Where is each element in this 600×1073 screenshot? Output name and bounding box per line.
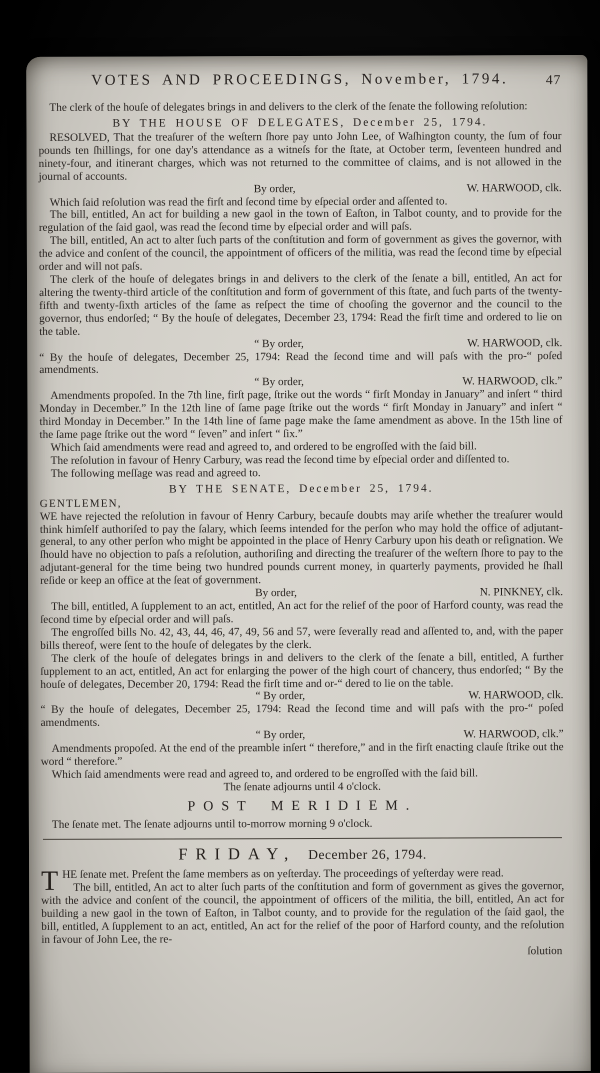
- paragraph: RESOLVED, That the treaſurer of the weſtern ſhore pay unto John Lee, of Waſhington county, the ſum of four pounds ten ſhillings, for one day's attendance as a witneſs for the ſtate, at October term, ſeventeen hundred and ninety-four, and itinerant charges, which was not returned to the committee of claims, and is not allowed in the journal of accounts.: [38, 130, 562, 183]
- paragraph: The clerk of the houſe of delegates brings in and delivers to the clerk of the ſenate a bill, entitled, A further ſupplement to an act, entitled, An act for enlarging the power of the high court of chancery, thus endorſed; “ By the houſe of delegates, December 20, 1794: Read the firſt time and or-“ dered to lie on the table.: [40, 650, 564, 691]
- paragraph: The reſolution in favour of Henry Carbury, was read the ſecond time by eſpecial order and diſſented to.: [50, 453, 510, 467]
- by-order-label: “ By order,: [255, 729, 306, 742]
- order-line: [39, 337, 562, 352]
- paragraph: Which ſaid amendments were read and agreed to, and ordered to be engroſſed with the ſaid bill.: [51, 767, 478, 781]
- paragraph: Amendments propoſed. At the end of the preamble inſert “ therefore,” and in the firſt enacting clauſe ſtrike out the word “ therefore.”: [40, 741, 564, 769]
- day-date: December 26, 1794.: [308, 846, 427, 863]
- catchword: ſolution: [527, 944, 563, 958]
- clerk-signature: N. PINKNEY, clk.: [479, 586, 564, 599]
- page-number: 47: [545, 72, 562, 88]
- by-order-label: “ By order,: [254, 376, 304, 389]
- drop-cap-initial: T: [41, 866, 59, 898]
- by-order-label: By order,: [253, 182, 296, 195]
- post-meridiem-heading: POST MERIDIEM.: [187, 799, 418, 815]
- salutation: GENTLEMEN,: [39, 497, 122, 510]
- paragraph: The clerk of the houſe of delegates brings in and delivers to the clerk of the ſenate a bill, entitled, An act for altering the twenty-third article of the conſtitution and form of government of this ſtate, and ſuch parts of the twenty-fifth and twenty-ſixth articles of the ſame as reſpect the time of chooſing the governor and the council to the governor, thus endorſed; “ By the houſe of delegates, December 23, 1794: Read the firſt time and ordered to lie on the table.: [39, 272, 563, 338]
- order-line: [39, 182, 562, 197]
- adjournment-line: The ſenate adjourns until 4 o'clock.: [223, 780, 381, 794]
- day-name: FRIDAY,: [178, 844, 297, 864]
- paragraph: Which ſaid amendments were read and agreed to, and ordered to be engroſſed with the ſaid bill.: [50, 440, 477, 454]
- by-order-label: “ By order,: [255, 690, 306, 703]
- paragraph: “ By the houſe of delegates, December 25, 1794: Read the ſecond time and will paſs with the pro-“ poſed amendments.: [39, 349, 563, 377]
- clerk-signature: W. HARWOOD, clk.”: [462, 375, 563, 388]
- page-header: [38, 71, 561, 95]
- clerk-signature: W. HARWOOD, clk.: [466, 181, 562, 194]
- paragraph: The clerk of the houſe of delegates brings in and delivers to the clerk of the ſenate the following reſolution:: [49, 100, 528, 114]
- by-order-label: “ By order,: [254, 337, 304, 350]
- paragraph: The bill, entitled, A ſupplement to an act, entitled, An act for the relief of the poor of Harford county, was read the ſecond time by eſpecial order and will paſs.: [40, 599, 564, 626]
- text-column: [38, 100, 564, 960]
- house-of-delegates-heading: BY THE HOUSE OF DELEGATES, December 25, 1794.: [112, 116, 488, 130]
- friday-heading: [41, 843, 564, 865]
- senate-heading: BY THE SENATE, December 25, 1794.: [168, 482, 434, 496]
- paragraph: “ By the houſe of delegates, December 25, 1794: Read the ſecond time and will paſs with the pro-“ poſed amendments.: [40, 702, 564, 730]
- paragraph-text: HE ſenate met. Preſent the ſame members as on yeſterday. The proceedings of yeſterday were read.: [62, 867, 504, 882]
- paragraph: WE have rejected the reſolution in favour of Henry Carbury, becauſe doubts may ariſe whether the treaſurer would think himſelf authoriſed to pay the ſalary, which ſeems intended for the perſon who may hold the office of adjutant-general, to any other perſon who might be appointed in the place of Henry Carbury upon his death or reſignation. We ſhould have no objection to paſs a reſolution, authoriſing and directing the treaſurer of the weſtern ſhore to pay to the adjutant-general for the time being two hundred pounds current money, in quarterly payments, provided he ſhall reſide or keep an office at the ſeat of government.: [39, 508, 564, 588]
- running-title: VOTES AND PROCEEDINGS, November, 1794.: [91, 71, 509, 89]
- document-page: [26, 55, 591, 1073]
- by-order-label: By order,: [255, 587, 297, 600]
- clerk-signature: W. HARWOOD, clk.: [467, 336, 563, 349]
- paragraph: The bill, entitled, An act to alter ſuch parts of the conſtitution and form of government as gives the governor, with the advice and conſent of the council, the appointment of officers of the militia, was read the ſecond time by eſpecial order and will not paſs.: [38, 233, 562, 274]
- paragraph: The bill, entitled, An act for building a new gaol in the town of Eaſton, in Talbot county, and to provide for the regulation of the ſaid gaol, was read the ſecond time by eſpecial order and will paſs.: [38, 207, 562, 235]
- section-divider: [43, 837, 562, 840]
- clerk-signature: W. HARWOOD, clk.”: [463, 728, 564, 741]
- paragraph: Amendments propoſed. In the 7th line, firſt page, ſtrike out the words “ firſt Monday in January” and inſert “ third Monday in December.” In the 12th line of ſame page ſtrike out the words “ firſt Monday in January” and inſert “ third Monday in December.” In the 14th line of ſame page make the ſame amendment as above. In the 15th line of the ſame page ſtrike out the word “ ſeven” and inſert “ ſix.”: [39, 388, 563, 441]
- paragraph: The bill, entitled, An act to alter ſuch parts of the conſtitution and form of government as gives the governor, with the advice and conſent of the council, the appointment of officers of the militia, the bill, entitled, An act for building a new gaol in the town of Eaſton, in Talbot county, and to provide for the regulation of the ſaid gaol, the bill, entitled, A ſupplement to an act, entitled, An act for the relief of the poor of Harford county, and the reſolution in favour of John Lee, the re-: [41, 880, 565, 946]
- paragraph: The ſenate met. The ſenate adjourns until to-morrow morning 9 o'clock.: [51, 818, 373, 832]
- paragraph: The engroſſed bills No. 42, 43, 44, 46, 47, 49, 56 and 57, were ſeverally read and aſſented to, and, with the paper bills thereof, were ſent to the houſe of delegates by the clerk.: [40, 625, 564, 652]
- paragraph: Which ſaid reſolution was read the firſt and ſecond time by eſpecial order and aſſented to.: [49, 195, 448, 209]
- clerk-signature: W. HARWOOD, clk.: [468, 689, 564, 702]
- paragraph: The following meſſage was read and agreed to.: [50, 466, 261, 480]
